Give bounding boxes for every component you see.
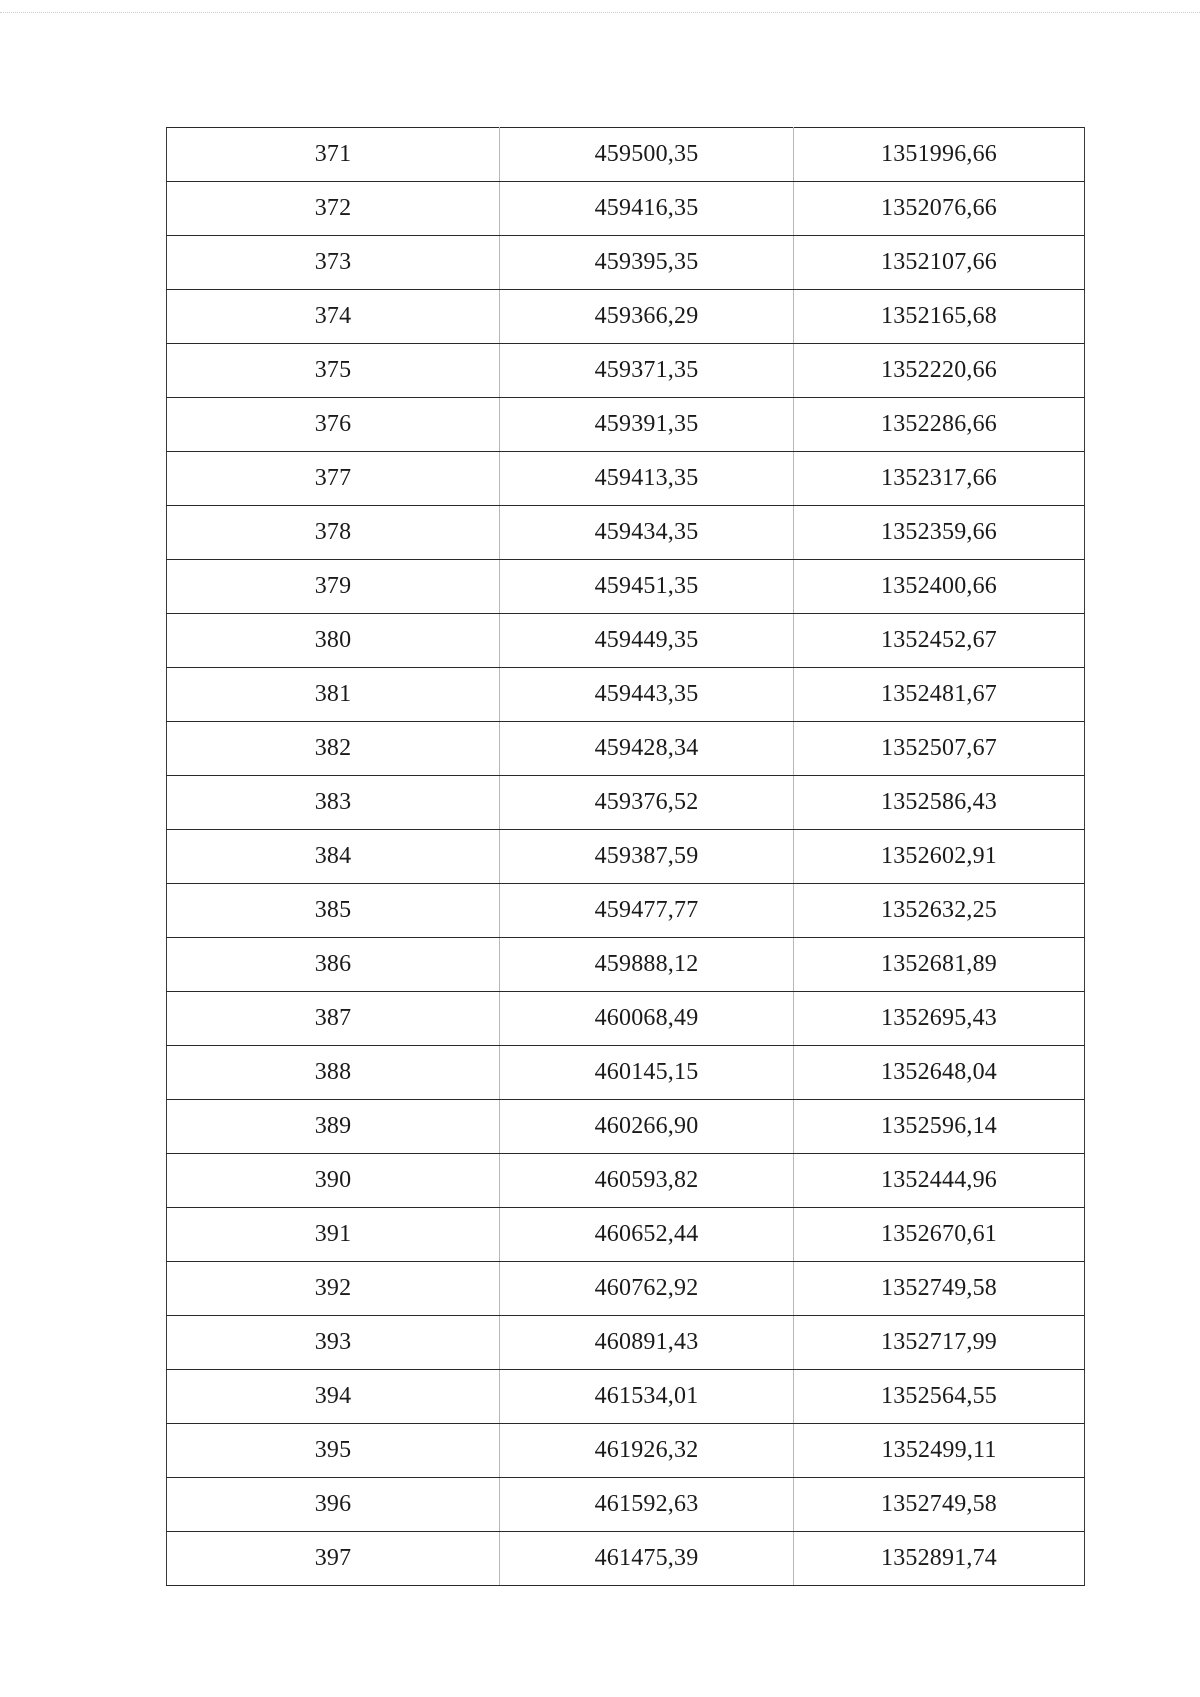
y-coordinate-cell: 1352444,96 [794,1154,1085,1208]
point-number-cell: 375 [167,344,500,398]
x-coordinate-cell: 459888,12 [500,938,794,992]
point-number-cell: 377 [167,452,500,506]
point-number-cell: 386 [167,938,500,992]
x-coordinate-cell: 459477,77 [500,884,794,938]
table-row [167,614,1085,668]
x-coordinate-cell: 460891,43 [500,1316,794,1370]
table-row [167,236,1085,290]
table-row [167,830,1085,884]
x-coordinate-cell: 460266,90 [500,1100,794,1154]
point-number-cell: 376 [167,398,500,452]
y-coordinate-cell: 1352632,25 [794,884,1085,938]
table-row [167,1424,1085,1478]
point-number-cell: 371 [167,128,500,182]
x-coordinate-cell: 460068,49 [500,992,794,1046]
point-number-cell: 385 [167,884,500,938]
x-coordinate-cell: 459387,59 [500,830,794,884]
point-number-cell: 396 [167,1478,500,1532]
point-number-cell: 374 [167,290,500,344]
table-row [167,1154,1085,1208]
table-row [167,938,1085,992]
y-coordinate-cell: 1352681,89 [794,938,1085,992]
point-number-cell: 381 [167,668,500,722]
point-number-cell: 384 [167,830,500,884]
y-coordinate-cell: 1352076,66 [794,182,1085,236]
point-number-cell: 378 [167,506,500,560]
x-coordinate-cell: 459376,52 [500,776,794,830]
table-row [167,1208,1085,1262]
x-coordinate-cell: 459395,35 [500,236,794,290]
table-row [167,182,1085,236]
x-coordinate-cell: 459413,35 [500,452,794,506]
point-number-cell: 392 [167,1262,500,1316]
x-coordinate-cell: 460593,82 [500,1154,794,1208]
table-row [167,1046,1085,1100]
point-number-cell: 387 [167,992,500,1046]
x-coordinate-cell: 461534,01 [500,1370,794,1424]
y-coordinate-cell: 1352286,66 [794,398,1085,452]
y-coordinate-cell: 1352749,58 [794,1478,1085,1532]
y-coordinate-cell: 1352602,91 [794,830,1085,884]
y-coordinate-cell: 1352107,66 [794,236,1085,290]
x-coordinate-cell: 459449,35 [500,614,794,668]
table-row [167,1370,1085,1424]
y-coordinate-cell: 1352891,74 [794,1532,1085,1586]
table-row [167,398,1085,452]
point-number-cell: 388 [167,1046,500,1100]
x-coordinate-cell: 459366,29 [500,290,794,344]
table-row [167,560,1085,614]
x-coordinate-cell: 459443,35 [500,668,794,722]
x-coordinate-cell: 459391,35 [500,398,794,452]
y-coordinate-cell: 1352596,14 [794,1100,1085,1154]
x-coordinate-cell: 460145,15 [500,1046,794,1100]
table-row [167,992,1085,1046]
table-row [167,776,1085,830]
x-coordinate-cell: 459416,35 [500,182,794,236]
table-row [167,1532,1085,1586]
point-number-cell: 382 [167,722,500,776]
y-coordinate-cell: 1352695,43 [794,992,1085,1046]
x-coordinate-cell: 459451,35 [500,560,794,614]
y-coordinate-cell: 1352586,43 [794,776,1085,830]
point-number-cell: 395 [167,1424,500,1478]
x-coordinate-cell: 459371,35 [500,344,794,398]
table-row [167,506,1085,560]
point-number-cell: 379 [167,560,500,614]
y-coordinate-cell: 1352317,66 [794,452,1085,506]
y-coordinate-cell: 1352670,61 [794,1208,1085,1262]
x-coordinate-cell: 461475,39 [500,1532,794,1586]
point-number-cell: 372 [167,182,500,236]
y-coordinate-cell: 1352481,67 [794,668,1085,722]
table-row [167,128,1085,182]
y-coordinate-cell: 1352564,55 [794,1370,1085,1424]
y-coordinate-cell: 1352165,68 [794,290,1085,344]
table-row [167,452,1085,506]
table-row [167,290,1085,344]
point-number-cell: 389 [167,1100,500,1154]
y-coordinate-cell: 1352220,66 [794,344,1085,398]
scan-edge-line [0,12,1200,13]
y-coordinate-cell: 1352499,11 [794,1424,1085,1478]
x-coordinate-cell: 461592,63 [500,1478,794,1532]
table-row [167,344,1085,398]
x-coordinate-cell: 460652,44 [500,1208,794,1262]
table-row [167,1262,1085,1316]
table-row [167,1316,1085,1370]
x-coordinate-cell: 459500,35 [500,128,794,182]
point-number-cell: 394 [167,1370,500,1424]
y-coordinate-cell: 1351996,66 [794,128,1085,182]
table-row [167,1100,1085,1154]
x-coordinate-cell: 460762,92 [500,1262,794,1316]
y-coordinate-cell: 1352507,67 [794,722,1085,776]
point-number-cell: 393 [167,1316,500,1370]
point-number-cell: 390 [167,1154,500,1208]
point-number-cell: 373 [167,236,500,290]
point-number-cell: 383 [167,776,500,830]
table-row [167,1478,1085,1532]
y-coordinate-cell: 1352400,66 [794,560,1085,614]
y-coordinate-cell: 1352359,66 [794,506,1085,560]
point-number-cell: 397 [167,1532,500,1586]
x-coordinate-cell: 459428,34 [500,722,794,776]
y-coordinate-cell: 1352648,04 [794,1046,1085,1100]
y-coordinate-cell: 1352717,99 [794,1316,1085,1370]
table-row [167,668,1085,722]
point-number-cell: 380 [167,614,500,668]
y-coordinate-cell: 1352749,58 [794,1262,1085,1316]
table-row [167,722,1085,776]
table-row [167,884,1085,938]
coordinates-table [166,127,1085,1586]
point-number-cell: 391 [167,1208,500,1262]
coordinates-table-body [167,128,1085,1586]
x-coordinate-cell: 461926,32 [500,1424,794,1478]
y-coordinate-cell: 1352452,67 [794,614,1085,668]
x-coordinate-cell: 459434,35 [500,506,794,560]
